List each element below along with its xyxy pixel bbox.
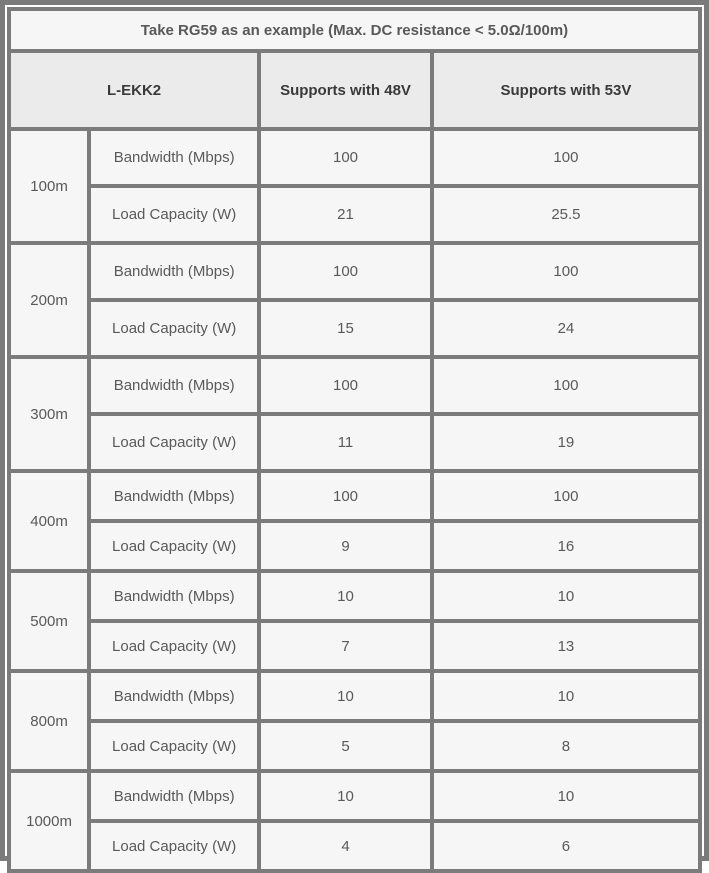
bandwidth-53v-value: 10	[432, 571, 700, 621]
bandwidth-53v-value: 100	[432, 357, 700, 414]
load-53v-value: 25.5	[432, 186, 700, 243]
column-header-53v: Supports with 53V	[432, 51, 700, 129]
bandwidth-53v-value: 100	[432, 243, 700, 300]
table-row	[9, 300, 700, 357]
metric-label: Load Capacity (W)	[89, 186, 259, 243]
bandwidth-53v-value: 10	[432, 671, 700, 721]
load-48v-value: 4	[259, 821, 432, 871]
table-row	[9, 471, 700, 521]
load-53v-value: 19	[432, 414, 700, 471]
bandwidth-48v-value: 10	[259, 771, 432, 821]
bandwidth-48v-value: 100	[259, 243, 432, 300]
title-row	[9, 9, 700, 51]
column-header-model: L-EKK2	[9, 51, 259, 129]
distance-label: 500m	[9, 571, 89, 671]
table-row	[9, 521, 700, 571]
metric-label: Load Capacity (W)	[89, 414, 259, 471]
bandwidth-48v-value: 10	[259, 671, 432, 721]
metric-label: Bandwidth (Mbps)	[89, 571, 259, 621]
load-48v-value: 15	[259, 300, 432, 357]
distance-label: 400m	[9, 471, 89, 571]
load-53v-value: 16	[432, 521, 700, 571]
bandwidth-53v-value: 100	[432, 129, 700, 186]
table-row	[9, 721, 700, 771]
column-header-48v: Supports with 48V	[259, 51, 432, 129]
header-row	[9, 51, 700, 129]
table-row	[9, 357, 700, 414]
load-53v-value: 13	[432, 621, 700, 671]
load-53v-value: 24	[432, 300, 700, 357]
metric-label: Bandwidth (Mbps)	[89, 129, 259, 186]
table-row	[9, 771, 700, 821]
load-48v-value: 9	[259, 521, 432, 571]
table-row	[9, 186, 700, 243]
load-53v-value: 6	[432, 821, 700, 871]
metric-label: Bandwidth (Mbps)	[89, 771, 259, 821]
bandwidth-53v-value: 100	[432, 471, 700, 521]
distance-label: 800m	[9, 671, 89, 771]
table-row	[9, 414, 700, 471]
bandwidth-48v-value: 100	[259, 129, 432, 186]
table-title: Take RG59 as an example (Max. DC resistance < 5.0Ω/100m)	[9, 9, 700, 51]
load-48v-value: 21	[259, 186, 432, 243]
rg59-spec-table	[7, 7, 702, 873]
load-48v-value: 7	[259, 621, 432, 671]
load-53v-value: 8	[432, 721, 700, 771]
distance-label: 200m	[9, 243, 89, 357]
table-row	[9, 621, 700, 671]
table-row	[9, 571, 700, 621]
metric-label: Load Capacity (W)	[89, 300, 259, 357]
distance-label: 100m	[9, 129, 89, 243]
distance-label: 1000m	[9, 771, 89, 871]
bandwidth-53v-value: 10	[432, 771, 700, 821]
bandwidth-48v-value: 10	[259, 571, 432, 621]
metric-label: Load Capacity (W)	[89, 621, 259, 671]
bandwidth-48v-value: 100	[259, 357, 432, 414]
load-48v-value: 5	[259, 721, 432, 771]
table-row	[9, 243, 700, 300]
distance-label: 300m	[9, 357, 89, 471]
load-48v-value: 11	[259, 414, 432, 471]
metric-label: Bandwidth (Mbps)	[89, 671, 259, 721]
table-row	[9, 129, 700, 186]
metric-label: Load Capacity (W)	[89, 721, 259, 771]
metric-label: Bandwidth (Mbps)	[89, 471, 259, 521]
metric-label: Load Capacity (W)	[89, 521, 259, 571]
bandwidth-48v-value: 100	[259, 471, 432, 521]
metric-label: Load Capacity (W)	[89, 821, 259, 871]
metric-label: Bandwidth (Mbps)	[89, 243, 259, 300]
table-row	[9, 671, 700, 721]
metric-label: Bandwidth (Mbps)	[89, 357, 259, 414]
table-row	[9, 821, 700, 871]
